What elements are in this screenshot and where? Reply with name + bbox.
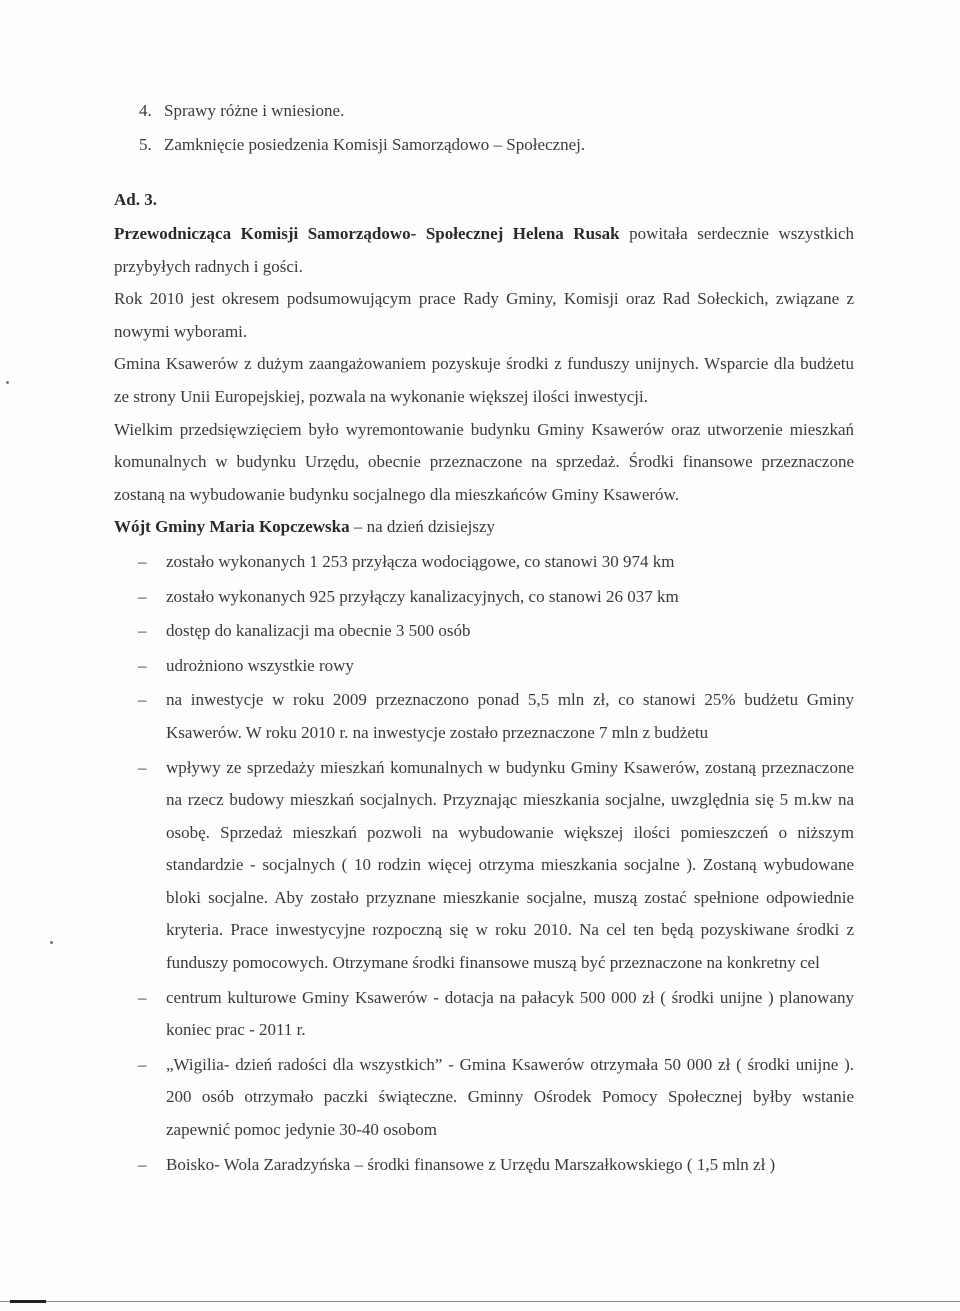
page-bottom-mark [10,1300,46,1303]
agenda-item [139,94,585,128]
bullet-item [114,752,854,980]
agenda-text: Sprawy różne i wniesione. [164,101,345,120]
intro-text: powitała serdecznie wszystkich przybyłych radnych i gości. [114,224,855,276]
bullet-item [114,581,854,614]
scan-speck [50,941,53,944]
bullet-text: centrum kulturowe Gminy Ksawerów - dotacja na pałacyk 500 000 zł ( środki unijne ) planowany koniec prac - 2011 r. [166,987,854,1040]
wojt-paragraph [114,511,854,544]
bullet-item [114,684,854,749]
dash-marker: – [138,551,147,571]
bullet-item [114,982,854,1047]
dash-marker: – [138,1154,147,1174]
agenda-list [139,94,585,162]
dash-marker: – [138,1054,147,1074]
bullet-item [114,650,854,683]
dash-marker: – [138,621,147,641]
bullet-text: udrożniono wszystkie rowy [166,655,354,675]
paragraph: Gmina Ksawerów z dużym zaangażowaniem pozyskuje środki z funduszy unijnych. Wsparcie dla budżetu ze strony Unii Europejskiej, pozwala na wykonanie większej ilości inwestycji. [114,354,854,406]
dash-marker: – [138,655,147,675]
speaker-name: Przewodnicząca Komisji Samorządowo- Społecznej Helena Rusak [114,224,620,243]
intro-paragraph [114,218,854,283]
section-heading: Ad. 3. [114,190,157,209]
bullet-text: zostało wykonanych 1 253 przyłącza wodociągowe, co stanowi 30 974 km [166,551,675,571]
bullet-list [114,546,854,1181]
dash-marker: – [138,987,147,1007]
bullet-item [114,1049,854,1147]
scan-speck [6,381,9,384]
document-body [114,218,854,1181]
agenda-text: Zamknięcie posiedzenia Komisji Samorządowo – Społecznej. [164,135,586,154]
bullet-text: dostęp do kanalizacji ma obecnie 3 500 osób [166,621,471,641]
agenda-item [139,128,585,162]
bullet-text: „Wigilia- dzień radości dla wszystkich” - Gmina Ksawerów otrzymała 50 000 zł ( środki unijne ). 200 osób otrzymało paczki świąteczne. Gminny Ośrodek Pomocy Społecznej byłby wstanie zapewnić pomoc jedynie 30-40 osobom [166,1054,854,1140]
dash-marker: – [138,586,147,606]
dash-marker: – [138,757,147,777]
agenda-number: 4. [139,101,152,120]
paragraph: Rok 2010 jest okresem podsumowującym prace Rady Gminy, Komisji oraz Rad Sołeckich, związane z nowymi wyborami. [114,289,854,341]
dash-marker: – [138,690,147,710]
page-bottom-rule [0,1301,960,1302]
bullet-text: Boisko- Wola Zaradzyńska – środki finansowe z Urzędu Marszałkowskiego ( 1,5 mln zł ) [166,1154,776,1174]
agenda-number: 5. [139,135,152,154]
bullet-text: na inwestycje w roku 2009 przeznaczono ponad 5,5 mln zł, co stanowi 25% budżetu Gminy Ksawerów. W roku 2010 r. na inwestycje zostało przeznaczone 7 mln z budżetu [166,690,854,742]
wojt-text: – na dzień dzisiejszy [349,517,496,537]
bullet-text: zostało wykonanych 925 przyłączy kanalizacyjnych, co stanowi 26 037 km [166,586,679,606]
bullet-item [114,1149,854,1182]
bullet-item [114,546,854,579]
bullet-text: wpływy ze sprzedaży mieszkań komunalnych w budynku Gminy Ksawerów, zostaną przeznaczone na rzecz budowy mieszkań socjalnych. Przyznając mieszkania socjalne, uwzględnia się 5 m.kw na osobę. Sprzedaż mieszkań pozwoli na wybudowanie większej ilości pomieszczeń o niższym standardzie - socjalnych ( 10 rodzin więcej otrzyma mieszkania socjalne ). Zostaną wybudowane bloki socjalne. Aby zostało przyznane mieszkanie socjalne, muszą zostać spełnione odpowiednie kryteria. Prace inwestycyjne rozpoczną się w roku 2010. Na cel ten będą pozyskiwane środki z funduszy pomocowych. Otrzymane środki finansowe muszą być przeznaczone na konkretny cel [166,757,854,973]
speaker-name: Wójt Gminy Maria Kopczewska [114,517,350,537]
paragraph: Wielkim przedsięwzięciem było wyremontowanie budynku Gminy Ksawerów oraz utworzenie mieszkań komunalnych w budynku Urzędu, obecnie przeznaczone na sprzedaż. Środki finansowe przeznaczone zostaną na wybudowanie budynku socjalnego dla mieszkańców Gminy Ksawerów. [114,419,854,504]
bullet-item [114,615,854,648]
